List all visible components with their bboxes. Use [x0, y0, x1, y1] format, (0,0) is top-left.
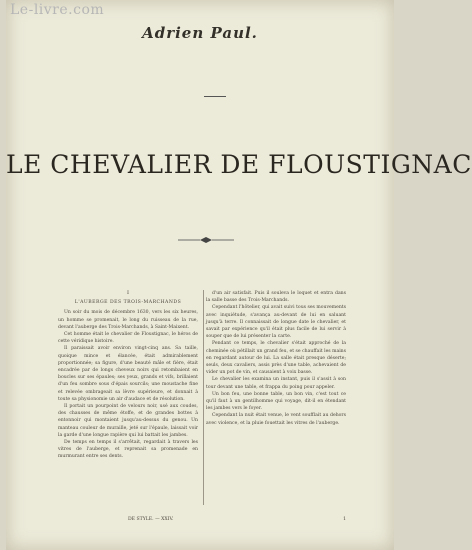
paragraph: De temps en temps il s'arrêtait, regardait à travers les vitres de l'auberge, et reprenait sa promenade en murmurant entre ses dents. [58, 440, 198, 460]
paragraph: Cependant la nuit était venue, le vent soufflait au dehors avec violence, et la pluie fouettait les vitres de l'auberge. [206, 413, 346, 426]
text-column-left [58, 290, 198, 512]
paragraph: Un bon feu, une bonne table, un bon vin, c'est tout ce qu'il faut à un gentilhomme qui voyage, dit-il en étendant les jambes vers le foyer. [206, 391, 346, 412]
paragraph: Cet homme était le chevalier de Floustignac, le héros de cette véridique histoire. [58, 332, 198, 345]
chapter-heading: L'AUBERGE DES TROIS-MARCHANDS [74, 300, 182, 306]
column-divider [203, 290, 204, 505]
watermark: Le-livre.com [10, 2, 105, 18]
signature-mark: DE STYLE. — XXIV. [128, 517, 174, 522]
ornament-divider [178, 236, 234, 244]
book-page [6, 0, 472, 550]
paragraph: Le chevalier les examina un instant, puis il s'assit à son tour devant une table, et frappa du poing pour appeler. [206, 377, 346, 390]
paragraph: Pendant ce temps, le chevalier s'était approché de la cheminée où pétillait un grand feu, et se chauffait les mains en regardant autour de lui. La salle était presque déserte; seuls, deux cavaliers, assis près d'une table, achevaient de vider un pot de vin, et causaient à voix basse. [206, 341, 346, 376]
paragraph: Cependant l'hôtelier, qui avait suivi tous ses mouvements avec inquiétude, s'avança au-devant de lui en saluant jusqu'à terre. Il connaissait de longue date le chevalier, et savait par expérience qu'il était plus facile de lui servir à souper que de lui présenter la carte. [206, 305, 346, 340]
author-name: Adrien Paul. [142, 24, 258, 42]
page-number: 1 [343, 517, 346, 522]
paragraph: d'un air satisfait. Puis il souleva le loquet et entra dans la salle basse des Trois-Marchands. [206, 291, 346, 304]
text-column-right [206, 290, 346, 512]
story-title: LE CHEVALIER DE FLOUSTIGNAC [6, 150, 472, 179]
divider-rule [204, 96, 226, 97]
paragraph: Un soir du mois de décembre 1630, vers les six heures, un homme se promenait, le long du ruisseau de la rue, devant l'auberge des Trois-Marchands, à Saint-Maixent. [58, 310, 198, 330]
paragraph: Il portait un pourpoint de velours noir, usé aux coudes, des chausses de même étoffe, et de grandes bottes à entonnoir qui montaient jusqu'au-dessus du genou. Un manteau couleur de muraille, jeté sur l'épaule, laissait voir la garde d'une longue rapière qui lui battait les jambes. [58, 404, 198, 438]
paragraph: Il paraissait avoir environ vingt-cinq ans. Sa taille, quoique mince et élancée, était admirablement proportionnée; sa figure, d'une beauté mâle et fière, était encadrée par de longs cheveux noirs qui retombaient en boucles sur ses épaules; ses yeux, grands et vifs, brillaient d'un feu sombre sous d'épais sourcils; une moustache fine et relevée ombrageait sa lèvre supérieure, et donnait à toute sa physionomie un air d'audace et de résolution. [58, 346, 198, 402]
chapter-number: I [127, 290, 129, 296]
